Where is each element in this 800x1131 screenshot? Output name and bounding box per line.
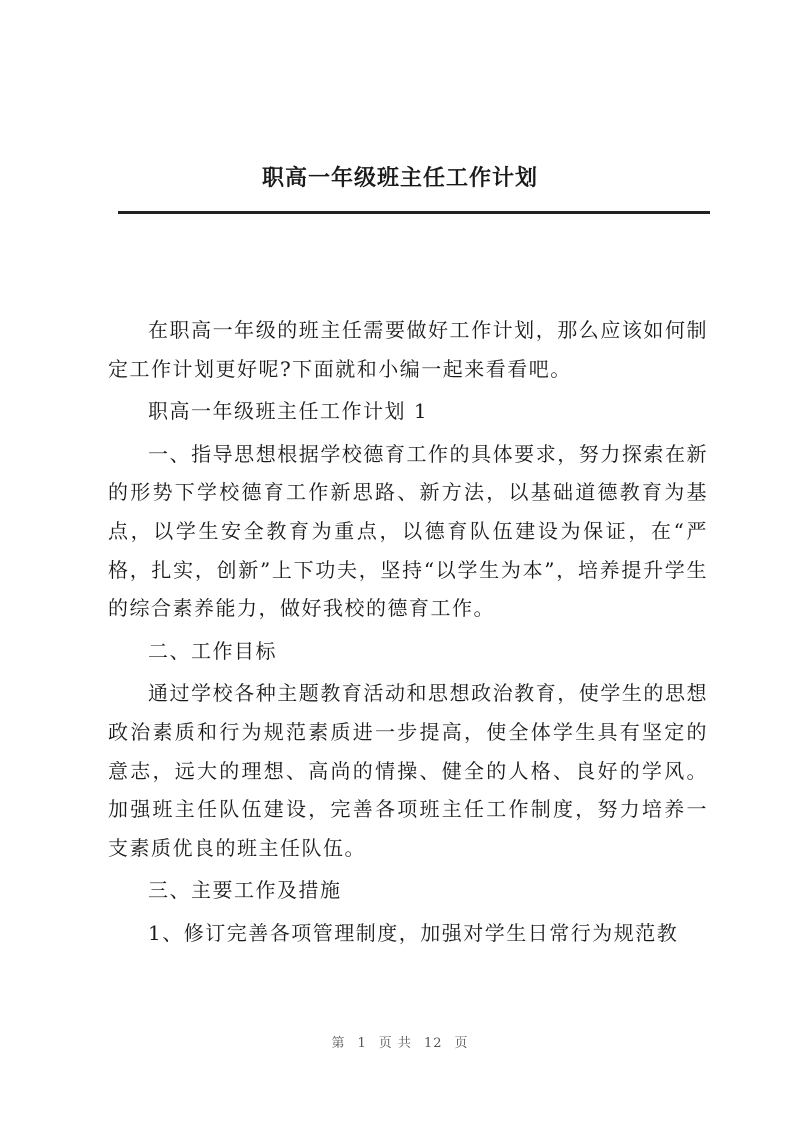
footer-suffix: 页 bbox=[454, 1036, 469, 1051]
document-body bbox=[108, 311, 708, 957]
paragraph-heading-goals: 二、工作目标 bbox=[148, 638, 277, 663]
title-divider bbox=[118, 211, 710, 214]
page-footer bbox=[0, 1032, 800, 1051]
paragraph-subtitle: 职高一年级班主任工作计划 1 bbox=[148, 399, 429, 424]
footer-middle: 页 共 bbox=[378, 1036, 412, 1051]
footer-total-pages: 12 bbox=[423, 1036, 443, 1051]
paragraph-heading-measures: 三、主要工作及措施 bbox=[148, 878, 342, 903]
paragraph-goals: 通过学校各种主题教育活动和思想政治教育，使学生的思想政治素质和行为规范素质进一步提高，使全体学生具有坚定的意志，远大的理想、高尚的情操、健全的人格、良好的学风。加强班主任队伍建设，完善各项班主任工作制度，努力培养一支素质优良的班主任队伍。 bbox=[108, 681, 708, 860]
footer-prefix: 第 bbox=[331, 1036, 346, 1051]
footer-page-number: 1 bbox=[357, 1036, 367, 1051]
paragraph-intro: 在职高一年级的班主任需要做好工作计划，那么应该如何制定工作计划更好呢?下面就和小编一起来看看吧。 bbox=[108, 318, 708, 381]
paragraph-measure-1: 1、修订完善各项管理制度，加强对学生日常行为规范教 bbox=[148, 920, 679, 945]
paragraph-guiding-thought: 一、指导思想根据学校德育工作的具体要求，努力探索在新的形势下学校德育工作新思路、新方法，以基础道德教育为基点，以学生安全教育为重点，以德育队伍建设为保证，在“严格，扎实，创新”上下功夫，坚持“以学生为本”，培养提升学生的综合素养能力，做好我校的德育工作。 bbox=[108, 441, 708, 621]
page-title: 职高一年级班主任工作计划 bbox=[261, 165, 538, 191]
